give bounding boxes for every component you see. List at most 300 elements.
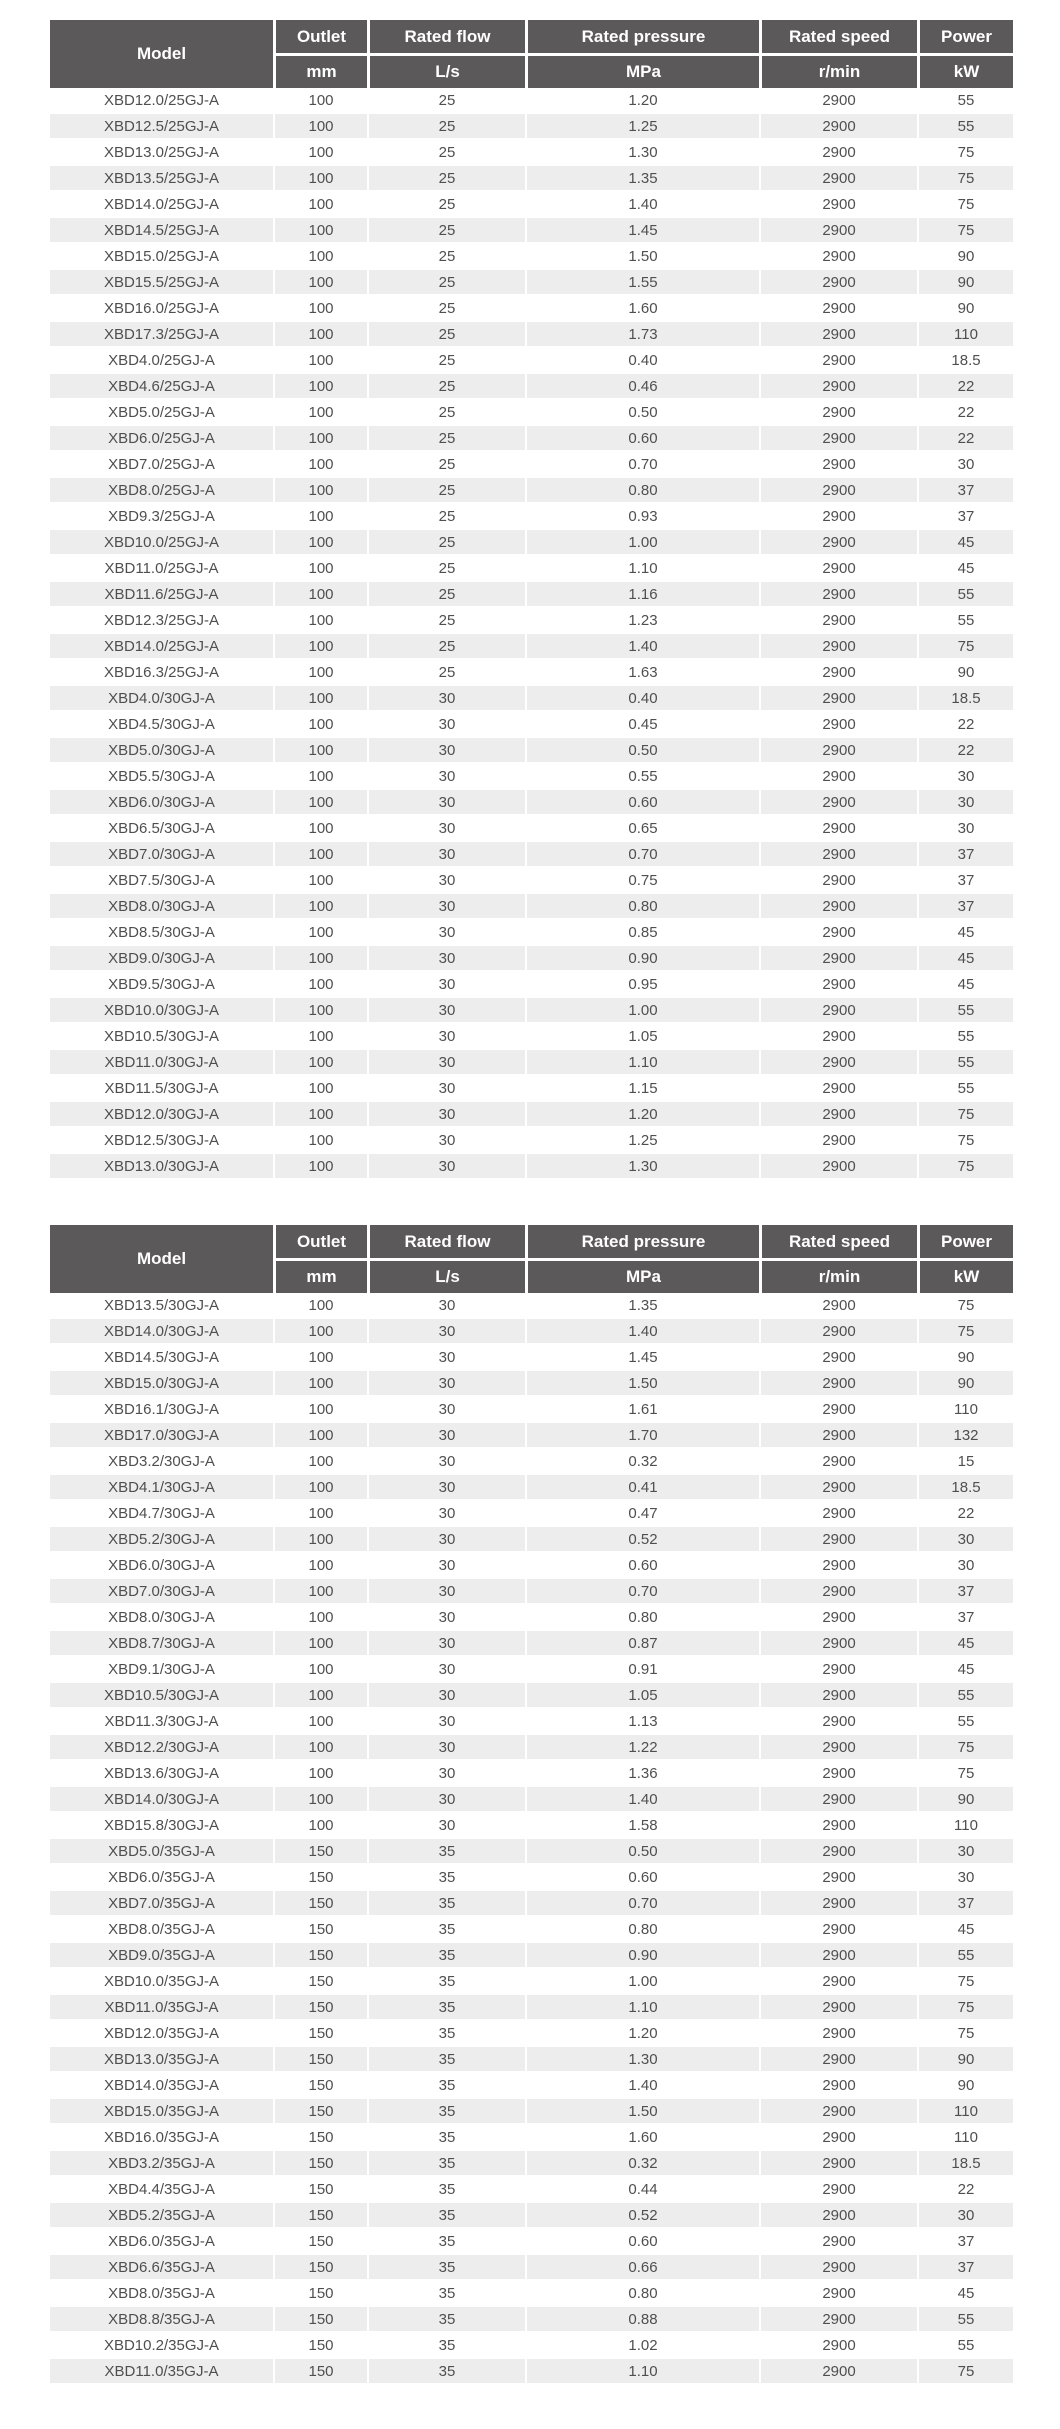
cell-rated-speed: 2900 bbox=[759, 1657, 917, 1683]
cell-power: 90 bbox=[917, 270, 1013, 296]
cell-outlet: 100 bbox=[273, 504, 367, 530]
cell-power: 30 bbox=[917, 2203, 1013, 2229]
cell-model: XBD5.0/30GJ-A bbox=[50, 738, 273, 764]
cell-outlet: 150 bbox=[273, 1943, 367, 1969]
cell-power: 75 bbox=[917, 1995, 1013, 2021]
table-row bbox=[50, 1709, 1013, 1735]
cell-power: 110 bbox=[917, 322, 1013, 348]
cell-outlet: 100 bbox=[273, 946, 367, 972]
cell-model: XBD10.0/30GJ-A bbox=[50, 998, 273, 1024]
cell-rated-flow: 30 bbox=[367, 1605, 525, 1631]
cell-rated-pressure: 1.58 bbox=[525, 1813, 759, 1839]
cell-outlet: 100 bbox=[273, 1501, 367, 1527]
cell-rated-speed: 2900 bbox=[759, 1319, 917, 1345]
cell-rated-speed: 2900 bbox=[759, 608, 917, 634]
cell-outlet: 100 bbox=[273, 348, 367, 374]
cell-model: XBD5.2/30GJ-A bbox=[50, 1527, 273, 1553]
cell-power: 18.5 bbox=[917, 348, 1013, 374]
cell-rated-pressure: 1.61 bbox=[525, 1397, 759, 1423]
cell-power: 22 bbox=[917, 400, 1013, 426]
cell-rated-pressure: 1.40 bbox=[525, 2073, 759, 2099]
cell-outlet: 100 bbox=[273, 296, 367, 322]
cell-rated-pressure: 0.32 bbox=[525, 1449, 759, 1475]
cell-rated-pressure: 1.20 bbox=[525, 88, 759, 114]
cell-outlet: 100 bbox=[273, 868, 367, 894]
cell-rated-speed: 2900 bbox=[759, 816, 917, 842]
cell-rated-pressure: 0.55 bbox=[525, 764, 759, 790]
column-unit-ls: L/s bbox=[367, 1258, 525, 1293]
table-row bbox=[50, 946, 1013, 972]
cell-rated-speed: 2900 bbox=[759, 1128, 917, 1154]
cell-power: 75 bbox=[917, 1969, 1013, 1995]
cell-model: XBD16.0/25GJ-A bbox=[50, 296, 273, 322]
column-unit-mm: mm bbox=[273, 53, 367, 88]
table-row bbox=[50, 1735, 1013, 1761]
cell-rated-pressure: 0.80 bbox=[525, 894, 759, 920]
cell-outlet: 150 bbox=[273, 2047, 367, 2073]
cell-rated-pressure: 0.60 bbox=[525, 2229, 759, 2255]
cell-rated-speed: 2900 bbox=[759, 686, 917, 712]
table-row bbox=[50, 166, 1013, 192]
cell-power: 15 bbox=[917, 1449, 1013, 1475]
cell-model: XBD9.3/25GJ-A bbox=[50, 504, 273, 530]
cell-rated-pressure: 0.80 bbox=[525, 2281, 759, 2307]
cell-power: 37 bbox=[917, 868, 1013, 894]
cell-rated-speed: 2900 bbox=[759, 530, 917, 556]
cell-power: 22 bbox=[917, 712, 1013, 738]
cell-rated-speed: 2900 bbox=[759, 192, 917, 218]
table-row bbox=[50, 1657, 1013, 1683]
cell-rated-speed: 2900 bbox=[759, 1553, 917, 1579]
table-row bbox=[50, 2021, 1013, 2047]
cell-power: 90 bbox=[917, 2047, 1013, 2073]
cell-rated-speed: 2900 bbox=[759, 634, 917, 660]
cell-model: XBD3.2/30GJ-A bbox=[50, 1449, 273, 1475]
table-row bbox=[50, 1605, 1013, 1631]
cell-rated-pressure: 0.47 bbox=[525, 1501, 759, 1527]
cell-rated-speed: 2900 bbox=[759, 946, 917, 972]
cell-rated-flow: 35 bbox=[367, 2255, 525, 2281]
table-row bbox=[50, 1449, 1013, 1475]
cell-rated-speed: 2900 bbox=[759, 972, 917, 998]
cell-rated-speed: 2900 bbox=[759, 2203, 917, 2229]
cell-rated-flow: 35 bbox=[367, 2073, 525, 2099]
cell-outlet: 100 bbox=[273, 582, 367, 608]
table-row bbox=[50, 1631, 1013, 1657]
cell-outlet: 150 bbox=[273, 2177, 367, 2203]
cell-rated-pressure: 1.36 bbox=[525, 1761, 759, 1787]
cell-rated-flow: 25 bbox=[367, 634, 525, 660]
cell-rated-speed: 2900 bbox=[759, 1787, 917, 1813]
cell-rated-flow: 30 bbox=[367, 868, 525, 894]
cell-power: 22 bbox=[917, 2177, 1013, 2203]
cell-outlet: 100 bbox=[273, 1761, 367, 1787]
cell-rated-pressure: 0.75 bbox=[525, 868, 759, 894]
cell-rated-pressure: 1.10 bbox=[525, 2359, 759, 2385]
cell-model: XBD4.6/25GJ-A bbox=[50, 374, 273, 400]
table-row bbox=[50, 1579, 1013, 1605]
cell-rated-flow: 30 bbox=[367, 1102, 525, 1128]
cell-model: XBD12.3/25GJ-A bbox=[50, 608, 273, 634]
table-row bbox=[50, 322, 1013, 348]
cell-model: XBD9.0/35GJ-A bbox=[50, 1943, 273, 1969]
cell-rated-pressure: 1.60 bbox=[525, 2125, 759, 2151]
table-row bbox=[50, 868, 1013, 894]
cell-model: XBD14.5/30GJ-A bbox=[50, 1345, 273, 1371]
cell-outlet: 100 bbox=[273, 816, 367, 842]
column-unit-kw: kW bbox=[917, 53, 1013, 88]
cell-power: 75 bbox=[917, 1319, 1013, 1345]
cell-power: 110 bbox=[917, 1397, 1013, 1423]
cell-rated-pressure: 1.50 bbox=[525, 2099, 759, 2125]
cell-rated-flow: 30 bbox=[367, 1319, 525, 1345]
cell-rated-flow: 25 bbox=[367, 582, 525, 608]
table-row bbox=[50, 1345, 1013, 1371]
cell-outlet: 150 bbox=[273, 2333, 367, 2359]
cell-rated-pressure: 0.60 bbox=[525, 790, 759, 816]
table-row bbox=[50, 88, 1013, 114]
cell-power: 45 bbox=[917, 946, 1013, 972]
cell-power: 22 bbox=[917, 374, 1013, 400]
table-row bbox=[50, 1050, 1013, 1076]
cell-rated-flow: 30 bbox=[367, 920, 525, 946]
cell-rated-flow: 35 bbox=[367, 2229, 525, 2255]
cell-model: XBD7.0/30GJ-A bbox=[50, 1579, 273, 1605]
cell-outlet: 150 bbox=[273, 2073, 367, 2099]
table-row bbox=[50, 374, 1013, 400]
table-row bbox=[50, 894, 1013, 920]
cell-power: 55 bbox=[917, 608, 1013, 634]
cell-power: 55 bbox=[917, 114, 1013, 140]
cell-model: XBD11.0/35GJ-A bbox=[50, 2359, 273, 2385]
cell-power: 30 bbox=[917, 1865, 1013, 1891]
cell-power: 55 bbox=[917, 1683, 1013, 1709]
cell-outlet: 100 bbox=[273, 790, 367, 816]
table-row bbox=[50, 1527, 1013, 1553]
table-row bbox=[50, 842, 1013, 868]
cell-rated-flow: 25 bbox=[367, 348, 525, 374]
cell-outlet: 100 bbox=[273, 1579, 367, 1605]
cell-outlet: 150 bbox=[273, 2281, 367, 2307]
cell-rated-pressure: 0.60 bbox=[525, 1865, 759, 1891]
cell-model: XBD5.0/35GJ-A bbox=[50, 1839, 273, 1865]
cell-rated-flow: 35 bbox=[367, 1839, 525, 1865]
cell-rated-speed: 2900 bbox=[759, 1293, 917, 1319]
table-row bbox=[50, 816, 1013, 842]
cell-model: XBD8.0/30GJ-A bbox=[50, 1605, 273, 1631]
cell-rated-speed: 2900 bbox=[759, 1154, 917, 1180]
cell-model: XBD4.7/30GJ-A bbox=[50, 1501, 273, 1527]
cell-rated-speed: 2900 bbox=[759, 1761, 917, 1787]
table-row bbox=[50, 244, 1013, 270]
cell-outlet: 100 bbox=[273, 1813, 367, 1839]
column-header-rated-flow: Rated flow bbox=[367, 1225, 525, 1258]
table-row bbox=[50, 1319, 1013, 1345]
cell-power: 45 bbox=[917, 556, 1013, 582]
cell-model: XBD6.0/30GJ-A bbox=[50, 790, 273, 816]
cell-model: XBD13.6/30GJ-A bbox=[50, 1761, 273, 1787]
cell-rated-speed: 2900 bbox=[759, 1995, 917, 2021]
cell-rated-flow: 30 bbox=[367, 686, 525, 712]
cell-rated-pressure: 1.00 bbox=[525, 530, 759, 556]
column-header-outlet: Outlet bbox=[273, 1225, 367, 1258]
cell-rated-pressure: 1.40 bbox=[525, 1787, 759, 1813]
cell-outlet: 150 bbox=[273, 2255, 367, 2281]
cell-power: 75 bbox=[917, 218, 1013, 244]
cell-rated-speed: 2900 bbox=[759, 140, 917, 166]
cell-model: XBD13.0/25GJ-A bbox=[50, 140, 273, 166]
cell-outlet: 150 bbox=[273, 1917, 367, 1943]
cell-power: 75 bbox=[917, 140, 1013, 166]
cell-outlet: 100 bbox=[273, 1102, 367, 1128]
cell-rated-pressure: 1.02 bbox=[525, 2333, 759, 2359]
cell-power: 18.5 bbox=[917, 1475, 1013, 1501]
cell-power: 37 bbox=[917, 894, 1013, 920]
cell-rated-pressure: 0.70 bbox=[525, 842, 759, 868]
cell-power: 75 bbox=[917, 166, 1013, 192]
cell-model: XBD8.5/30GJ-A bbox=[50, 920, 273, 946]
column-header-power: Power bbox=[917, 20, 1013, 53]
column-header-model: Model bbox=[50, 1225, 273, 1293]
cell-rated-speed: 2900 bbox=[759, 2099, 917, 2125]
cell-outlet: 100 bbox=[273, 1631, 367, 1657]
cell-outlet: 100 bbox=[273, 1449, 367, 1475]
cell-power: 55 bbox=[917, 2333, 1013, 2359]
cell-outlet: 100 bbox=[273, 426, 367, 452]
cell-rated-speed: 2900 bbox=[759, 1605, 917, 1631]
cell-rated-flow: 35 bbox=[367, 2125, 525, 2151]
cell-rated-pressure: 0.52 bbox=[525, 1527, 759, 1553]
cell-rated-flow: 30 bbox=[367, 1345, 525, 1371]
cell-outlet: 100 bbox=[273, 140, 367, 166]
table-row bbox=[50, 2229, 1013, 2255]
cell-model: XBD7.0/30GJ-A bbox=[50, 842, 273, 868]
cell-rated-speed: 2900 bbox=[759, 452, 917, 478]
cell-rated-speed: 2900 bbox=[759, 1076, 917, 1102]
cell-rated-speed: 2900 bbox=[759, 1891, 917, 1917]
cell-rated-pressure: 0.60 bbox=[525, 1553, 759, 1579]
cell-rated-flow: 30 bbox=[367, 1787, 525, 1813]
cell-rated-pressure: 1.05 bbox=[525, 1683, 759, 1709]
cell-model: XBD14.0/25GJ-A bbox=[50, 192, 273, 218]
table-body bbox=[50, 1293, 1013, 2385]
cell-rated-speed: 2900 bbox=[759, 478, 917, 504]
cell-rated-pressure: 0.93 bbox=[525, 504, 759, 530]
cell-model: XBD12.0/35GJ-A bbox=[50, 2021, 273, 2047]
cell-power: 45 bbox=[917, 920, 1013, 946]
table-row bbox=[50, 1102, 1013, 1128]
cell-rated-pressure: 1.25 bbox=[525, 1128, 759, 1154]
cell-rated-pressure: 0.80 bbox=[525, 478, 759, 504]
cell-rated-speed: 2900 bbox=[759, 998, 917, 1024]
cell-outlet: 100 bbox=[273, 556, 367, 582]
table-row bbox=[50, 1865, 1013, 1891]
cell-rated-flow: 30 bbox=[367, 998, 525, 1024]
cell-power: 75 bbox=[917, 192, 1013, 218]
cell-power: 55 bbox=[917, 2307, 1013, 2333]
cell-rated-pressure: 0.66 bbox=[525, 2255, 759, 2281]
cell-rated-speed: 2900 bbox=[759, 244, 917, 270]
cell-rated-flow: 30 bbox=[367, 1735, 525, 1761]
cell-model: XBD15.8/30GJ-A bbox=[50, 1813, 273, 1839]
cell-rated-flow: 30 bbox=[367, 1423, 525, 1449]
cell-power: 18.5 bbox=[917, 2151, 1013, 2177]
cell-outlet: 100 bbox=[273, 1527, 367, 1553]
cell-rated-flow: 35 bbox=[367, 1943, 525, 1969]
table-row bbox=[50, 1553, 1013, 1579]
table-row bbox=[50, 270, 1013, 296]
cell-outlet: 100 bbox=[273, 738, 367, 764]
cell-model: XBD13.0/35GJ-A bbox=[50, 2047, 273, 2073]
cell-rated-speed: 2900 bbox=[759, 1371, 917, 1397]
table-row bbox=[50, 2307, 1013, 2333]
cell-rated-flow: 35 bbox=[367, 2047, 525, 2073]
cell-power: 30 bbox=[917, 1839, 1013, 1865]
cell-outlet: 100 bbox=[273, 1024, 367, 1050]
cell-rated-pressure: 0.40 bbox=[525, 686, 759, 712]
cell-outlet: 150 bbox=[273, 1865, 367, 1891]
cell-rated-flow: 30 bbox=[367, 1527, 525, 1553]
cell-power: 75 bbox=[917, 1154, 1013, 1180]
cell-rated-pressure: 0.32 bbox=[525, 2151, 759, 2177]
cell-rated-speed: 2900 bbox=[759, 2021, 917, 2047]
table-row bbox=[50, 608, 1013, 634]
column-header-rated-pressure: Rated pressure bbox=[525, 1225, 759, 1258]
cell-rated-flow: 30 bbox=[367, 816, 525, 842]
cell-rated-pressure: 1.55 bbox=[525, 270, 759, 296]
cell-model: XBD10.5/30GJ-A bbox=[50, 1024, 273, 1050]
table-row bbox=[50, 1839, 1013, 1865]
cell-power: 45 bbox=[917, 1657, 1013, 1683]
table-row bbox=[50, 296, 1013, 322]
cell-outlet: 100 bbox=[273, 374, 367, 400]
cell-power: 90 bbox=[917, 660, 1013, 686]
cell-power: 55 bbox=[917, 88, 1013, 114]
cell-rated-flow: 30 bbox=[367, 972, 525, 998]
cell-rated-speed: 2900 bbox=[759, 218, 917, 244]
cell-rated-pressure: 1.40 bbox=[525, 1319, 759, 1345]
table-header bbox=[50, 20, 1013, 88]
cell-outlet: 100 bbox=[273, 452, 367, 478]
cell-rated-pressure: 1.35 bbox=[525, 1293, 759, 1319]
cell-outlet: 100 bbox=[273, 608, 367, 634]
column-unit-mpa: MPa bbox=[525, 1258, 759, 1293]
table-row bbox=[50, 1787, 1013, 1813]
cell-outlet: 100 bbox=[273, 166, 367, 192]
cell-rated-pressure: 0.65 bbox=[525, 816, 759, 842]
table-row bbox=[50, 1891, 1013, 1917]
cell-rated-pressure: 0.40 bbox=[525, 348, 759, 374]
cell-model: XBD14.0/35GJ-A bbox=[50, 2073, 273, 2099]
cell-rated-pressure: 1.50 bbox=[525, 1371, 759, 1397]
cell-rated-flow: 30 bbox=[367, 1657, 525, 1683]
cell-model: XBD6.0/25GJ-A bbox=[50, 426, 273, 452]
cell-rated-flow: 25 bbox=[367, 270, 525, 296]
cell-power: 30 bbox=[917, 452, 1013, 478]
cell-model: XBD8.0/30GJ-A bbox=[50, 894, 273, 920]
cell-rated-flow: 30 bbox=[367, 1709, 525, 1735]
table-row bbox=[50, 1917, 1013, 1943]
cell-outlet: 100 bbox=[273, 764, 367, 790]
cell-rated-speed: 2900 bbox=[759, 2307, 917, 2333]
cell-model: XBD11.0/25GJ-A bbox=[50, 556, 273, 582]
cell-rated-flow: 30 bbox=[367, 1397, 525, 1423]
table-row bbox=[50, 2203, 1013, 2229]
cell-rated-speed: 2900 bbox=[759, 296, 917, 322]
cell-model: XBD6.5/30GJ-A bbox=[50, 816, 273, 842]
column-header-power: Power bbox=[917, 1225, 1013, 1258]
cell-power: 55 bbox=[917, 1943, 1013, 1969]
table-row bbox=[50, 582, 1013, 608]
cell-rated-speed: 2900 bbox=[759, 348, 917, 374]
cell-outlet: 100 bbox=[273, 1293, 367, 1319]
cell-outlet: 100 bbox=[273, 1683, 367, 1709]
cell-rated-pressure: 1.40 bbox=[525, 634, 759, 660]
cell-power: 37 bbox=[917, 2229, 1013, 2255]
cell-model: XBD15.0/25GJ-A bbox=[50, 244, 273, 270]
cell-rated-pressure: 1.45 bbox=[525, 1345, 759, 1371]
cell-rated-flow: 35 bbox=[367, 2203, 525, 2229]
table-row bbox=[50, 1761, 1013, 1787]
cell-rated-flow: 25 bbox=[367, 530, 525, 556]
table-row bbox=[50, 530, 1013, 556]
cell-power: 37 bbox=[917, 1579, 1013, 1605]
cell-power: 45 bbox=[917, 1631, 1013, 1657]
cell-rated-flow: 25 bbox=[367, 374, 525, 400]
cell-model: XBD4.0/25GJ-A bbox=[50, 348, 273, 374]
cell-model: XBD3.2/35GJ-A bbox=[50, 2151, 273, 2177]
cell-power: 30 bbox=[917, 1553, 1013, 1579]
cell-outlet: 100 bbox=[273, 1128, 367, 1154]
cell-rated-flow: 30 bbox=[367, 790, 525, 816]
column-unit-rmin: r/min bbox=[759, 53, 917, 88]
table-row bbox=[50, 1813, 1013, 1839]
cell-power: 75 bbox=[917, 1102, 1013, 1128]
cell-rated-pressure: 1.40 bbox=[525, 192, 759, 218]
table-row bbox=[50, 1024, 1013, 1050]
table-row bbox=[50, 452, 1013, 478]
cell-rated-pressure: 1.05 bbox=[525, 1024, 759, 1050]
cell-rated-flow: 25 bbox=[367, 192, 525, 218]
cell-model: XBD14.0/25GJ-A bbox=[50, 634, 273, 660]
cell-outlet: 100 bbox=[273, 920, 367, 946]
cell-rated-pressure: 0.44 bbox=[525, 2177, 759, 2203]
table-row bbox=[50, 1501, 1013, 1527]
cell-rated-flow: 30 bbox=[367, 842, 525, 868]
cell-rated-flow: 25 bbox=[367, 504, 525, 530]
table-row bbox=[50, 764, 1013, 790]
cell-rated-flow: 30 bbox=[367, 1050, 525, 1076]
cell-rated-flow: 30 bbox=[367, 1154, 525, 1180]
cell-rated-speed: 2900 bbox=[759, 114, 917, 140]
cell-model: XBD17.3/25GJ-A bbox=[50, 322, 273, 348]
cell-rated-speed: 2900 bbox=[759, 1631, 917, 1657]
cell-rated-pressure: 1.30 bbox=[525, 1154, 759, 1180]
cell-rated-flow: 30 bbox=[367, 1024, 525, 1050]
cell-rated-speed: 2900 bbox=[759, 660, 917, 686]
cell-rated-flow: 30 bbox=[367, 1683, 525, 1709]
cell-model: XBD8.0/25GJ-A bbox=[50, 478, 273, 504]
cell-outlet: 150 bbox=[273, 2203, 367, 2229]
cell-rated-flow: 35 bbox=[367, 2099, 525, 2125]
table-row bbox=[50, 2333, 1013, 2359]
cell-rated-speed: 2900 bbox=[759, 2255, 917, 2281]
cell-rated-flow: 30 bbox=[367, 1761, 525, 1787]
table-row bbox=[50, 790, 1013, 816]
cell-power: 45 bbox=[917, 1917, 1013, 1943]
cell-power: 90 bbox=[917, 296, 1013, 322]
cell-rated-pressure: 0.70 bbox=[525, 452, 759, 478]
